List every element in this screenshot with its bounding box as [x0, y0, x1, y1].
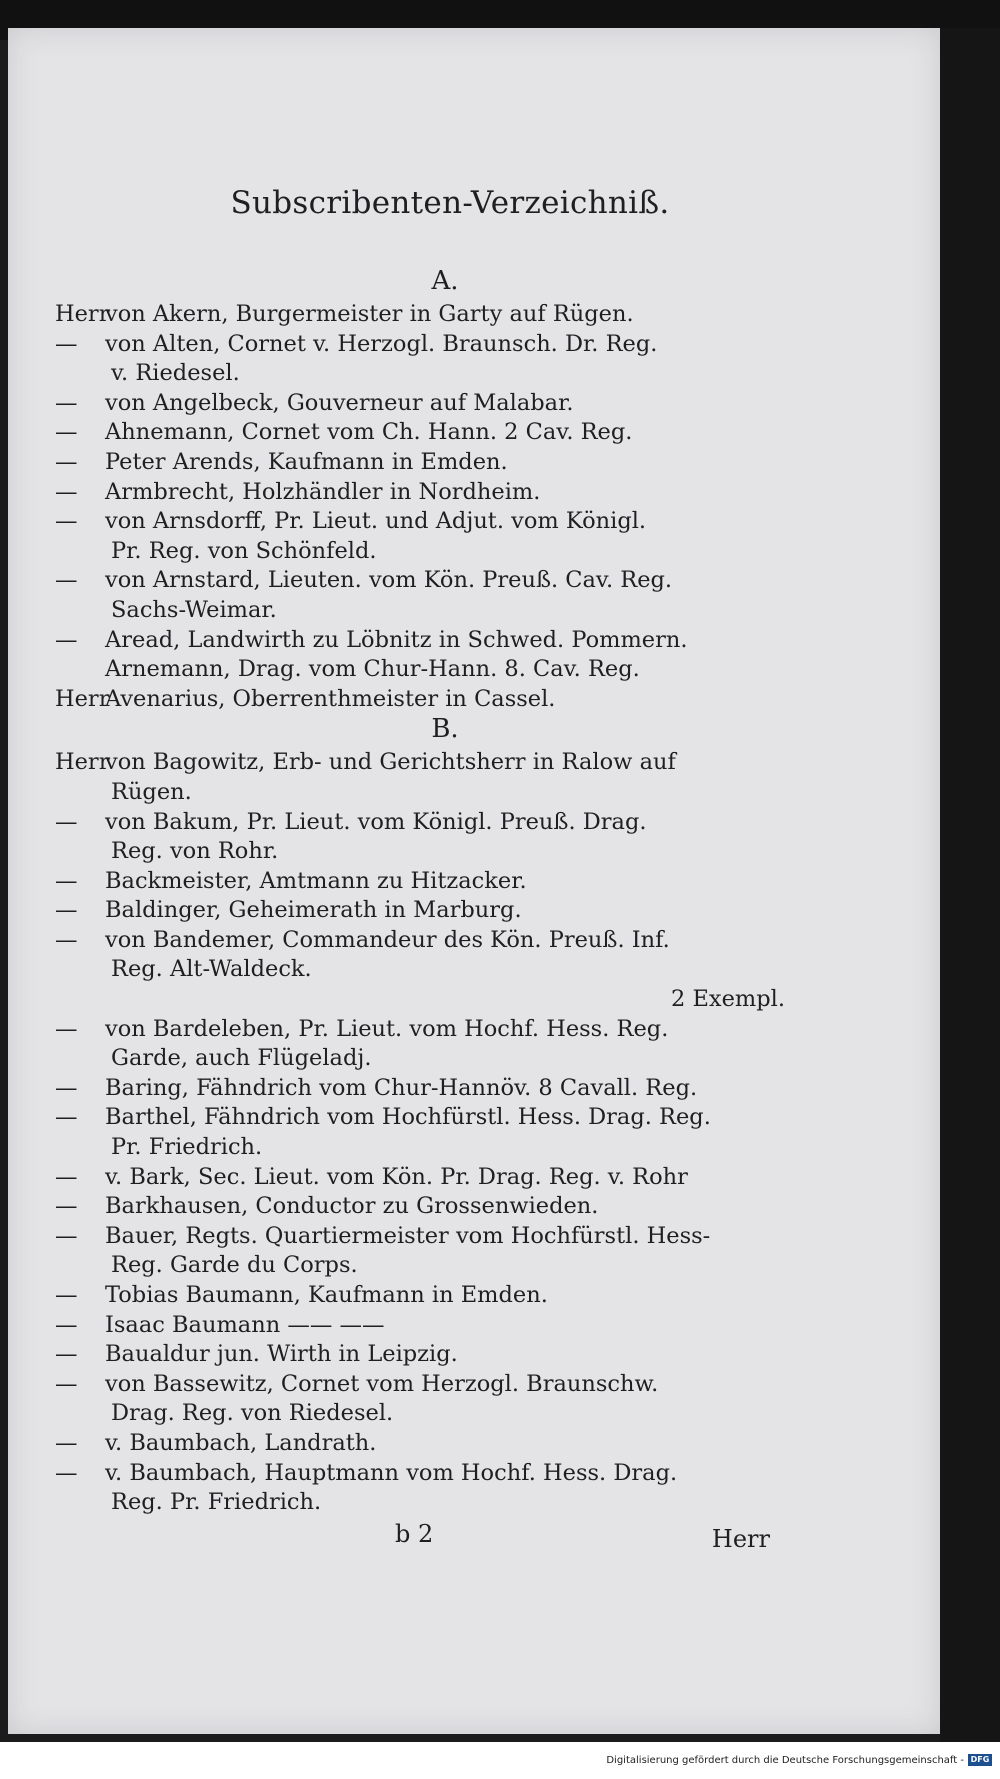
subscriber-entry: [55, 896, 775, 926]
entry-continuation: Reg. von Rohr.: [111, 838, 279, 865]
subscriber-entry: [55, 926, 785, 1015]
entry-text: Arnemann, Drag. vom Chur-Hann. 8. Cav. Reg.: [105, 656, 640, 683]
entry-text: Isaac Baumann —— ——: [105, 1311, 385, 1338]
entry-prefix: —: [55, 1104, 78, 1131]
dfg-logo: DFG: [968, 1754, 992, 1766]
entry-text: Baring, Fähndrich vom Chur-Hannöv. 8 Cavall. Reg.: [105, 1074, 698, 1101]
subscriber-entry: [55, 808, 775, 867]
entry-continuation: Reg. Alt-Waldeck.: [111, 956, 312, 983]
entry-prefix: —: [55, 1074, 78, 1101]
entry-prefix: —: [55, 478, 78, 505]
entry-text: Ahnemann, Cornet vom Ch. Hann. 2 Cav. Reg.: [105, 419, 633, 446]
subscriber-entry: [55, 655, 775, 685]
entry-prefix: —: [55, 508, 78, 535]
catchword: Herr: [711, 1525, 770, 1553]
entry-text: von Bagowitz, Erb- und Gerichtsherr in Ralow auf: [105, 749, 676, 776]
subscriber-entry: [55, 389, 775, 419]
entry-prefix: Herr: [55, 685, 110, 712]
subscriber-entry: [55, 626, 775, 656]
subscriber-entry: [55, 478, 775, 508]
entry-prefix: —: [55, 808, 78, 835]
subscriber-entry: [55, 418, 775, 448]
entry-prefix: —: [55, 897, 78, 924]
copies-note: 2 Exempl.: [671, 986, 785, 1013]
subscriber-entry: [55, 1222, 775, 1281]
entry-continuation: Sachs-Weimar.: [111, 596, 277, 623]
entry-text: von Bardeleben, Pr. Lieut. vom Hochf. Hess. Reg.: [105, 1015, 669, 1042]
entry-prefix: Herr: [55, 301, 110, 327]
entry-text: von Bandemer, Commandeur des Kön. Preuß. Inf.: [105, 926, 670, 953]
section-letter: A.: [431, 266, 459, 296]
subscriber-entry: [55, 1311, 775, 1341]
page-content: [55, 185, 785, 1518]
entry-continuation: Drag. Reg. von Riedesel.: [111, 1400, 394, 1427]
entry-prefix: —: [55, 1282, 78, 1308]
entry-text: von Alten, Cornet v. Herzogl. Braunsch. Dr. Reg.: [105, 330, 658, 357]
entry-text: Peter Arends, Kaufmann in Emden.: [105, 448, 508, 475]
digitization-credit: Digitalisierung gefördert durch die Deutsche Forschungsgemeinschaft -: [606, 1755, 964, 1766]
subscriber-entry: [55, 330, 775, 389]
entry-text: Barkhausen, Conductor zu Grossenwieden.: [105, 1193, 599, 1220]
subscriber-entry: [55, 748, 775, 807]
entry-prefix: —: [55, 1429, 78, 1456]
scan-frame-right: [940, 28, 1000, 1748]
subscriber-entry: [55, 566, 775, 625]
printer-signature: b 2: [395, 1520, 434, 1548]
entry-continuation: Garde, auch Flügeladj.: [111, 1045, 372, 1072]
entry-prefix: —: [55, 1311, 78, 1338]
subscriber-entry: [55, 1163, 775, 1193]
entry-prefix: —: [55, 389, 78, 416]
entry-prefix: —: [55, 1015, 78, 1042]
entry-text: Barthel, Fähndrich vom Hochfürstl. Hess. Drag. Reg.: [105, 1104, 711, 1131]
subscriber-entry: [55, 1459, 775, 1518]
entry-text: von Bassewitz, Cornet vom Herzogl. Braunschw.: [105, 1370, 659, 1397]
entry-text: v. Baumbach, Hauptmann vom Hochf. Hess. Drag.: [105, 1459, 678, 1486]
entry-text: Armbrecht, Holzhändler in Nordheim.: [105, 478, 541, 505]
entry-text: von Angelbeck, Gouverneur auf Malabar.: [105, 389, 574, 416]
subscriber-entry: [55, 507, 775, 566]
entry-continuation: Pr. Friedrich.: [111, 1134, 263, 1161]
entry-prefix: —: [55, 330, 78, 357]
entry-continuation: Pr. Reg. von Schönfeld.: [111, 537, 377, 564]
subscriber-entry: [55, 1192, 775, 1222]
entry-prefix: —: [55, 1370, 78, 1397]
entry-continuation: Rügen.: [111, 778, 192, 805]
subscriber-entry: [55, 1103, 775, 1162]
entry-text: von Arnsdorff, Pr. Lieut. und Adjut. vom Königl.: [105, 508, 647, 535]
entry-continuation: v. Riedesel.: [111, 360, 240, 387]
entry-text: Baualdur jun. Wirth in Leipzig.: [105, 1341, 458, 1368]
entry-prefix: Herr: [55, 749, 110, 776]
entry-text: Aread, Landwirth zu Löbnitz in Schwed. Pommern.: [105, 626, 688, 653]
subscriber-entry: [55, 685, 775, 715]
entry-text: von Akern, Burgermeister in Garty auf Rügen.: [105, 301, 634, 327]
entry-text: Backmeister, Amtmann zu Hitzacker.: [105, 867, 527, 894]
entry-text: v. Bark, Sec. Lieut. vom Kön. Pr. Drag. Reg. v. Rohr: [105, 1163, 688, 1190]
entry-prefix: —: [55, 419, 78, 446]
entry-text: von Bakum, Pr. Lieut. vom Königl. Preuß. Drag.: [105, 808, 647, 835]
entry-text: Baldinger, Geheimerath in Marburg.: [105, 897, 522, 924]
subscriber-entry: [55, 300, 775, 330]
section-letter: B.: [431, 714, 459, 745]
subscriber-entry: [55, 1281, 775, 1311]
entry-text: v. Baumbach, Landrath.: [105, 1429, 377, 1456]
entry-prefix: —: [55, 926, 78, 953]
subscriber-entry: [55, 1429, 775, 1459]
subscriber-entry: [55, 1015, 775, 1074]
entry-prefix: —: [55, 1341, 78, 1368]
subscriber-entry: [55, 1074, 775, 1104]
entry-text: Tobias Baumann, Kaufmann in Emden.: [105, 1282, 548, 1308]
subscriber-entry: [55, 1340, 775, 1370]
entry-prefix: —: [55, 626, 78, 653]
subscriber-entry: [55, 1370, 775, 1429]
entry-text: von Arnstard, Lieuten. vom Kön. Preuß. Cav. Reg.: [105, 567, 673, 594]
subscriber-entry: [55, 867, 775, 897]
entry-continuation: Reg. Garde du Corps.: [111, 1252, 358, 1279]
entry-continuation: Reg. Pr. Friedrich.: [111, 1489, 322, 1516]
entry-prefix: —: [55, 1193, 78, 1220]
entry-prefix: —: [55, 1222, 78, 1249]
entry-text: Bauer, Regts. Quartiermeister vom Hochfürstl. Hess-: [105, 1222, 711, 1249]
subscriber-entry: [55, 448, 775, 478]
subscriber-list: [55, 266, 785, 1518]
entry-prefix: —: [55, 867, 78, 894]
entry-prefix: —: [55, 567, 78, 594]
entry-prefix: —: [55, 448, 78, 475]
entry-text: Avenarius, Oberrenthmeister in Cassel.: [105, 685, 556, 712]
entry-prefix: —: [55, 1459, 78, 1486]
page-title: Subscribenten-Verzeichniß.: [230, 185, 670, 221]
entry-prefix: —: [55, 1163, 78, 1190]
